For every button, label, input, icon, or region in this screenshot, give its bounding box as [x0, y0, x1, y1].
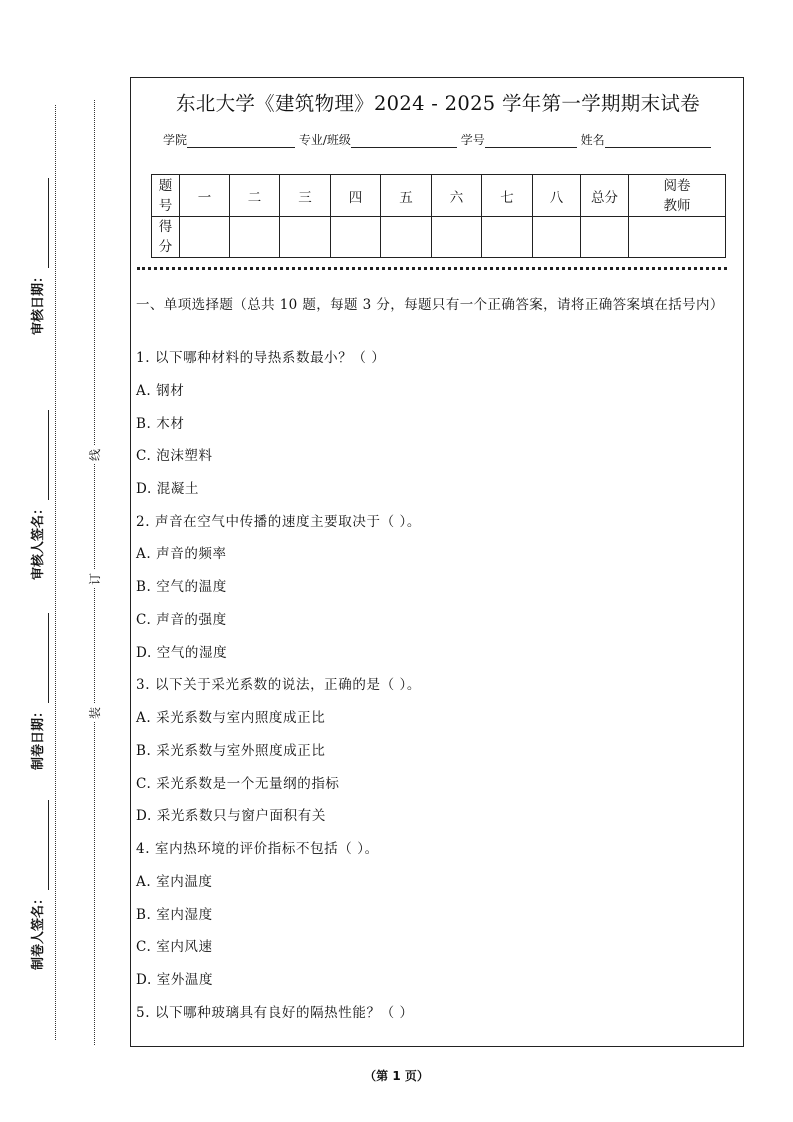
option-line: D. 空气的湿度 [136, 645, 228, 661]
section-heading: 一、单项选择题（总共 10 题，每题 3 分，每题只有一个正确答案，请将正确答案填在括号内） [136, 297, 724, 313]
binding-char-ding: 订 [88, 570, 102, 588]
option-line: C. 声音的强度 [136, 612, 227, 628]
page-number: （第 1 页） [364, 1069, 429, 1083]
column-head: 八 [533, 175, 581, 217]
review-date-label: 审核日期： [29, 175, 49, 335]
exam-frame [130, 77, 744, 1047]
student-info-row [163, 131, 723, 148]
option-line: C. 采光系数是一个无量纲的指标 [136, 776, 340, 792]
dotted-separator [137, 267, 727, 270]
binding-char-zhuang: 装 [88, 704, 102, 722]
option-line: B. 木材 [136, 416, 185, 432]
question-line: 2. 声音在空气中传播的速度主要取决于（ ）。 [136, 514, 422, 530]
score-head: 得 分 [152, 217, 180, 258]
option-line: A. 室内温度 [136, 874, 213, 890]
option-line: B. 空气的温度 [136, 579, 227, 595]
score-cell[interactable] [482, 217, 533, 258]
reviewer-head: 阅卷 教师 [629, 175, 726, 217]
option-line: D. 混凝土 [136, 481, 200, 497]
column-head: 六 [432, 175, 482, 217]
column-head: 五 [381, 175, 432, 217]
paper-maker-signature-label: 制卷人签名： [29, 810, 49, 970]
option-line: A. 采光系数与室内照度成正比 [136, 710, 326, 726]
option-line: B. 室内湿度 [136, 907, 213, 923]
column-head: 四 [331, 175, 381, 217]
option-line: C. 室内风速 [136, 939, 213, 955]
reviewer-cell[interactable] [629, 217, 726, 258]
reviewer-signature-label: 审核人签名： [29, 420, 49, 580]
option-line: A. 钢材 [136, 383, 185, 399]
option-line: A. 声音的频率 [136, 546, 227, 562]
option-line: D. 采光系数只与窗户面积有关 [136, 808, 326, 824]
column-head: 七 [482, 175, 533, 217]
binding-margin [0, 0, 128, 1122]
column-head: 总分 [581, 175, 629, 217]
column-head: 三 [280, 175, 331, 217]
score-table [151, 174, 726, 258]
binding-char-xian: 线 [88, 446, 102, 464]
score-cell[interactable] [280, 217, 331, 258]
student-id-field[interactable] [485, 135, 577, 148]
column-head: 二 [230, 175, 280, 217]
student-id-label: 学号 [460, 133, 485, 147]
exam-title: 东北大学《建筑物理》2024 - 2025 学年第一学期期末试卷 [175, 92, 701, 115]
outer-dotted-line [55, 105, 56, 1040]
score-cell[interactable] [581, 217, 629, 258]
option-line: C. 泡沫塑料 [136, 448, 213, 464]
score-cell[interactable] [180, 217, 230, 258]
score-cell[interactable] [230, 217, 280, 258]
question-line: 5. 以下哪种玻璃具有良好的隔热性能？（ ） [136, 1005, 414, 1021]
question-line: 4. 室内热环境的评价指标不包括（ ）。 [136, 841, 379, 857]
score-cell[interactable] [331, 217, 381, 258]
question-line: 3. 以下关于采光系数的说法，正确的是（ ）。 [136, 677, 422, 693]
question-line: 1. 以下哪种材料的导热系数最小？（ ） [136, 350, 386, 366]
option-line: B. 采光系数与室外照度成正比 [136, 743, 326, 759]
score-cell[interactable] [533, 217, 581, 258]
college-label: 学院 [163, 133, 188, 147]
paper-date-label: 制卷日期： [29, 610, 49, 770]
major-class-field[interactable] [351, 135, 457, 148]
name-label: 姓名 [580, 133, 605, 147]
column-head: 一 [180, 175, 230, 217]
score-cell[interactable] [432, 217, 482, 258]
score-cell[interactable] [381, 217, 432, 258]
college-field[interactable] [187, 135, 295, 148]
name-field[interactable] [605, 135, 711, 148]
question-number-head: 题 号 [152, 175, 180, 217]
major-class-label: 专业/班级 [298, 133, 351, 147]
option-line: D. 室外温度 [136, 972, 214, 988]
